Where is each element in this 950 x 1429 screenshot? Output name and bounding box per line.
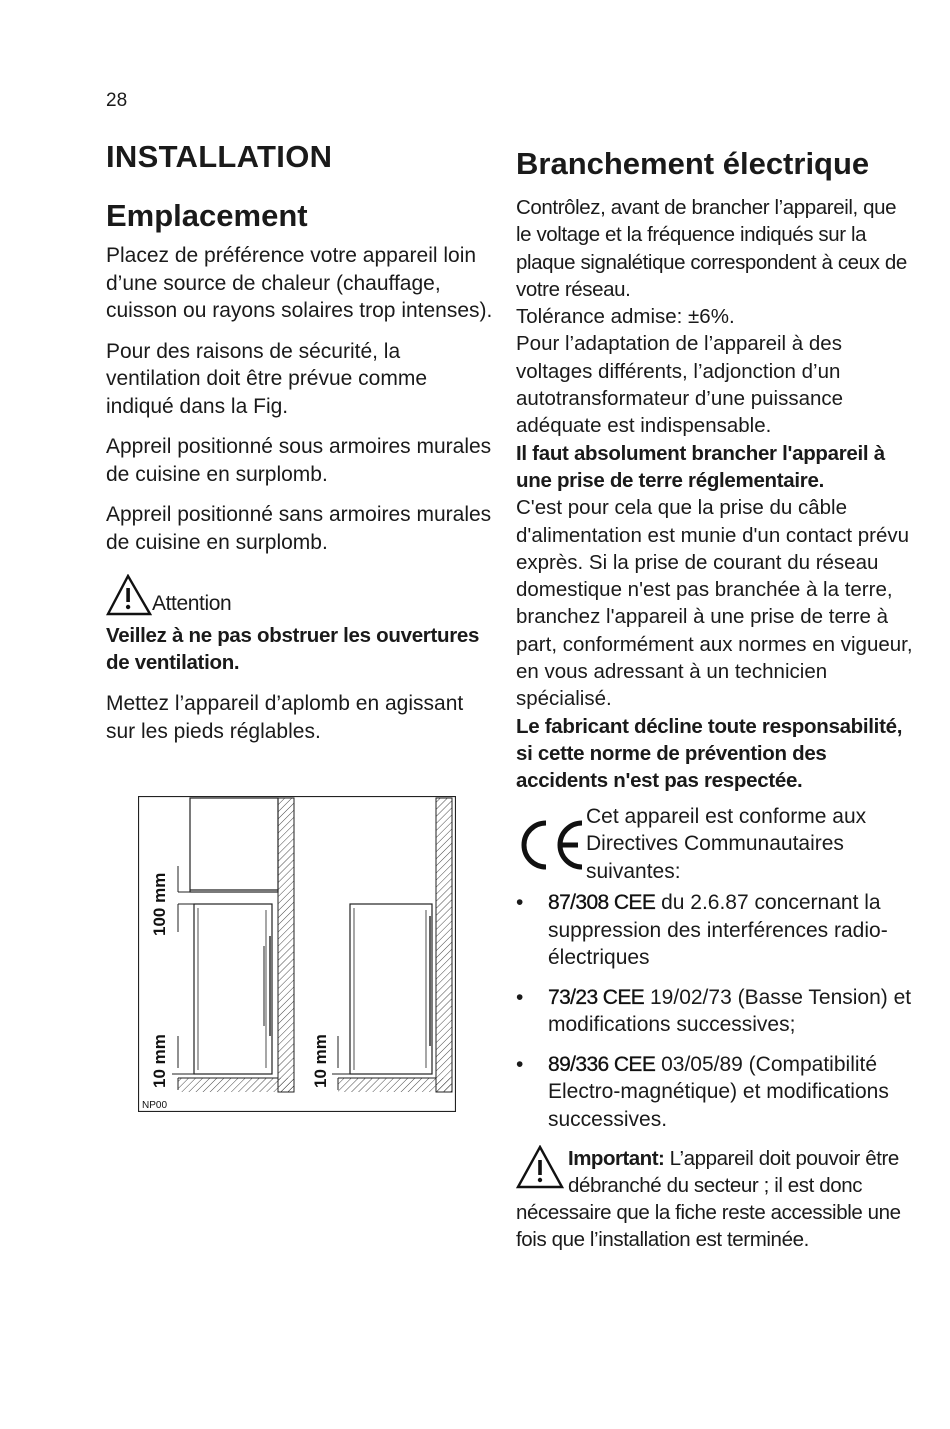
list-item (516, 984, 916, 1039)
paragraph-ventilation: Pour des raisons de sécurité, la ventilation doit être prévue comme indiqué dans la Fig. (106, 339, 427, 418)
right-column (516, 144, 916, 1253)
directive-text: 19/02/73 (Basse Tension) et modifications successives; (548, 985, 912, 1037)
section-title: INSTALLATION (106, 139, 333, 174)
important-note (516, 1145, 916, 1253)
list-item (516, 1051, 916, 1134)
warning-triangle-icon (106, 574, 152, 616)
ce-text: Cet appareil est conforme aux Directives Communautaires suivantes: (586, 804, 867, 883)
subtitle-emplacement: Emplacement (106, 198, 308, 233)
list-item (516, 889, 916, 972)
left-column (106, 138, 496, 758)
ventilation-diagram (138, 796, 456, 1112)
directive-code: 87/308 CEE (548, 891, 656, 915)
paragraph-liability: Le fabricant décline toute responsabilité, si cette norme de prévention des accidents n'est pas respectée. (516, 714, 903, 793)
level-instruction: Mettez l’appareil d’aplomb en agissant sur les pieds réglables. (106, 692, 464, 743)
dimension-label-bottom-left: 10 mm (150, 1034, 169, 1088)
directive-code: 73/23 CEE (548, 985, 645, 1009)
important-label: Important: (568, 1147, 665, 1171)
page-number: 28 (106, 90, 128, 111)
figure-code: NP00 (142, 1100, 168, 1111)
important-text-block (516, 1145, 916, 1253)
warning-triangle-icon (516, 1145, 564, 1189)
ce-mark-icon (516, 815, 586, 875)
directives-list (516, 889, 916, 1133)
paragraph-heat-source: Placez de préférence votre appareil loin d’une source de chaleur (chauffage, cuisson ou rayons solaires trop intenses). (106, 244, 493, 322)
paragraph-under-cabinets: Appreil positionné sous armoires murales de cuisine en surplomb. (106, 435, 492, 486)
paragraph-tolerance: Tolérance admise: ±6%. (516, 305, 735, 329)
important-text: L’appareil doit pouvoir être débranché du secteur ; il est donc nécessaire que la fiche reste accessible une fois que l’installation est terminée. (516, 1147, 901, 1252)
dimension-label-top: 100 mm (150, 872, 169, 936)
directive-text: du 2.6.87 concernant la suppression des interférences radio-électriques (548, 891, 888, 970)
attention-heading (106, 574, 496, 616)
ventilation-figure (138, 796, 456, 1112)
directive-text: 03/05/89 (Compatibilité Electro-magnétique) et modifications successives. (548, 1052, 889, 1131)
paragraph-earth-contact: C'est pour cela que la prise du câble d'alimentation est munie d'un contact prévu exprès. Si la prise de courant du réseau domestique n'est pas branchée à la terre, branchez l'appareil à une prise de terre à part, conformément aux normes en vigueur, en vous adressant à un technicien spécialisé. (516, 496, 913, 711)
paragraph-without-cabinets: Appreil positionné sans armoires murales de cuisine en surplomb. (106, 503, 492, 554)
directive-code: 89/336 CEE (548, 1052, 656, 1076)
ce-conformity (516, 803, 916, 886)
dimension-label-bottom-right: 10 mm (311, 1034, 330, 1088)
paragraph-voltage-check: Contrôlez, avant de brancher l’appareil, que le voltage et la fréquence indiqués sur la plaque signalétique correspondent à ceux de votre réseau. (516, 196, 907, 301)
title-branchement: Branchement électrique (516, 146, 870, 181)
attention-label: Attention (152, 592, 232, 615)
paragraph-earth-required: Il faut absolument brancher l'appareil à une prise de terre réglementaire. (516, 441, 885, 492)
attention-text: Veillez à ne pas obstruer les ouvertures de ventilation. (106, 624, 480, 674)
paragraph-autotransformer: Pour l’adaptation de l’appareil à des voltages différents, l’adjonction d’un autotransformateur d’une puissance adéquate est indispensable. (516, 332, 844, 438)
